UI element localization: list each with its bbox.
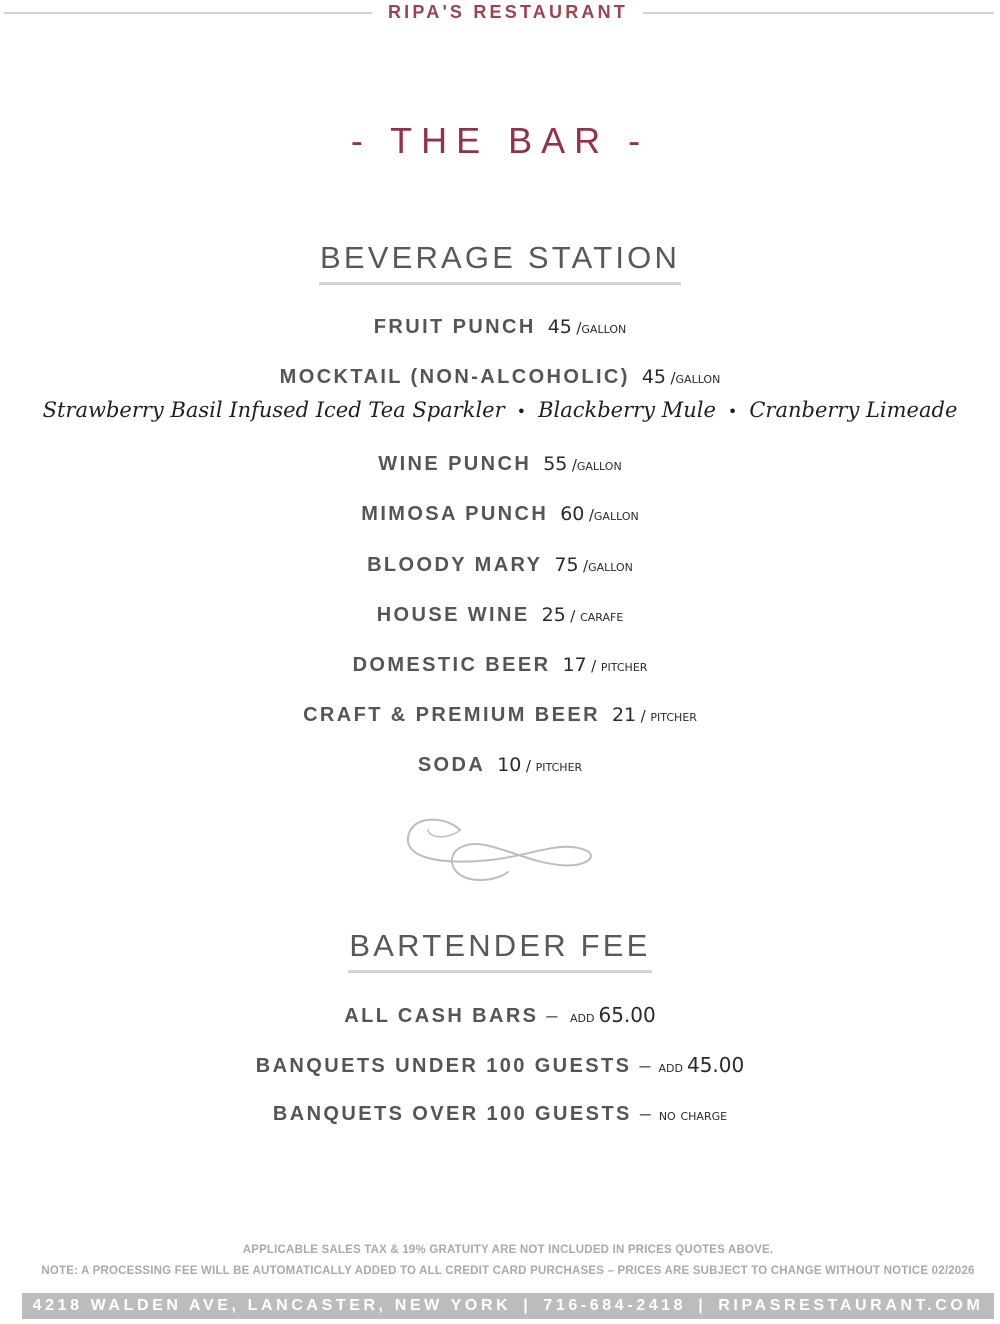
item-name: MIMOSA PUNCH bbox=[361, 503, 549, 525]
fee-dash: – bbox=[546, 1005, 558, 1027]
bartender-fee-heading-text: BARTENDER FEE bbox=[348, 928, 651, 973]
item-unit: / pitcher bbox=[640, 707, 697, 725]
item-price: 21 bbox=[611, 704, 637, 726]
divider: | bbox=[698, 1297, 707, 1314]
item-name: SODA bbox=[417, 754, 486, 776]
item-unit: / carafe bbox=[570, 607, 624, 625]
menu-item bbox=[0, 654, 1000, 677]
item-price: 45 bbox=[641, 366, 667, 388]
item-unit: /gallon bbox=[670, 369, 721, 387]
beverage-station-heading-text: BEVERAGE STATION bbox=[319, 240, 681, 285]
flourish-ornament-icon bbox=[400, 810, 600, 890]
item-name: CRAFT & PREMIUM BEER bbox=[303, 704, 600, 726]
item-unit: /gallon bbox=[588, 506, 639, 524]
website-link[interactable]: RIPASRESTAURANT.COM bbox=[718, 1297, 984, 1314]
page-title: - THE BAR - bbox=[350, 120, 650, 161]
fee-dash: – bbox=[639, 1055, 651, 1077]
fee-item bbox=[0, 1103, 1000, 1126]
fee-amount: 45.00 bbox=[686, 1053, 745, 1077]
restaurant-name: RIPA'S RESTAURANT bbox=[387, 2, 629, 22]
mocktail-option: Strawberry Basil Infused Iced Tea Sparkler bbox=[42, 398, 505, 422]
item-name: BLOODY MARY bbox=[367, 554, 543, 576]
fee-item bbox=[0, 1003, 1000, 1028]
fee-dash: – bbox=[639, 1103, 651, 1125]
mocktail-option: Cranberry Limeade bbox=[749, 398, 958, 422]
item-price: 45 bbox=[547, 316, 572, 338]
item-price: 60 bbox=[560, 503, 585, 525]
mocktail-option: Blackberry Mule bbox=[538, 398, 716, 422]
bartender-fee-heading bbox=[0, 928, 1000, 973]
item-price: 55 bbox=[543, 453, 568, 475]
item-name: DOMESTIC BEER bbox=[352, 654, 551, 676]
item-price: 17 bbox=[562, 654, 587, 676]
beverage-station-heading bbox=[0, 240, 1000, 285]
menu-item bbox=[0, 503, 1000, 526]
menu-item bbox=[0, 754, 1000, 777]
item-name: FRUIT PUNCH bbox=[373, 316, 536, 338]
item-unit: / pitcher bbox=[591, 657, 648, 675]
processing-fee-note: NOTE: A PROCESSING FEE WILL BE AUTOMATICALLY ADDED TO ALL CREDIT CARD PURCHASES – PRICES ARE SUBJECT TO CHANGE WITHOUT NOTICE 02/2026 bbox=[41, 1265, 975, 1277]
item-price: 75 bbox=[554, 554, 579, 576]
address: 4218 WALDEN AVE, LANCASTER, NEW YORK bbox=[32, 1297, 512, 1314]
fee-prefix: add bbox=[570, 1008, 595, 1026]
phone-number[interactable]: 716-684-2418 bbox=[543, 1297, 687, 1314]
menu-item bbox=[0, 366, 1000, 389]
mocktail-options bbox=[0, 398, 1000, 422]
item-unit: / pitcher bbox=[525, 757, 583, 775]
item-unit: /gallon bbox=[571, 456, 622, 474]
fee-item bbox=[0, 1053, 1000, 1078]
bullet-separator: • bbox=[727, 402, 738, 421]
menu-item bbox=[0, 604, 1000, 627]
menu-item bbox=[0, 554, 1000, 577]
item-price: 25 bbox=[541, 604, 566, 626]
divider: | bbox=[523, 1297, 532, 1314]
item-unit: /gallon bbox=[576, 319, 627, 337]
header-rule-right bbox=[643, 12, 994, 14]
menu-item bbox=[0, 704, 1000, 727]
fee-prefix: add bbox=[658, 1058, 683, 1076]
item-name: HOUSE WINE bbox=[376, 604, 530, 626]
fee-amount: 65.00 bbox=[598, 1003, 656, 1027]
menu-item bbox=[0, 316, 1000, 339]
fee-prefix: no charge bbox=[658, 1106, 728, 1124]
item-unit: /gallon bbox=[583, 557, 633, 575]
item-name: MOCKTAIL (NON-ALCOHOLIC) bbox=[279, 366, 630, 388]
tax-gratuity-note: APPLICABLE SALES TAX & 19% GRATUITY ARE NOT INCLUDED IN PRICES QUOTES ABOVE. bbox=[242, 1244, 774, 1256]
header-bar bbox=[0, 0, 1000, 28]
item-price: 10 bbox=[497, 754, 522, 776]
bullet-separator: • bbox=[516, 402, 527, 421]
fee-name: BANQUETS UNDER 100 GUESTS bbox=[255, 1055, 632, 1077]
menu-item bbox=[0, 453, 1000, 476]
fee-name: BANQUETS OVER 100 GUESTS bbox=[272, 1103, 632, 1125]
fee-name: ALL CASH BARS bbox=[344, 1005, 539, 1027]
item-name: WINE PUNCH bbox=[378, 453, 532, 475]
contact-bar bbox=[22, 1293, 994, 1319]
